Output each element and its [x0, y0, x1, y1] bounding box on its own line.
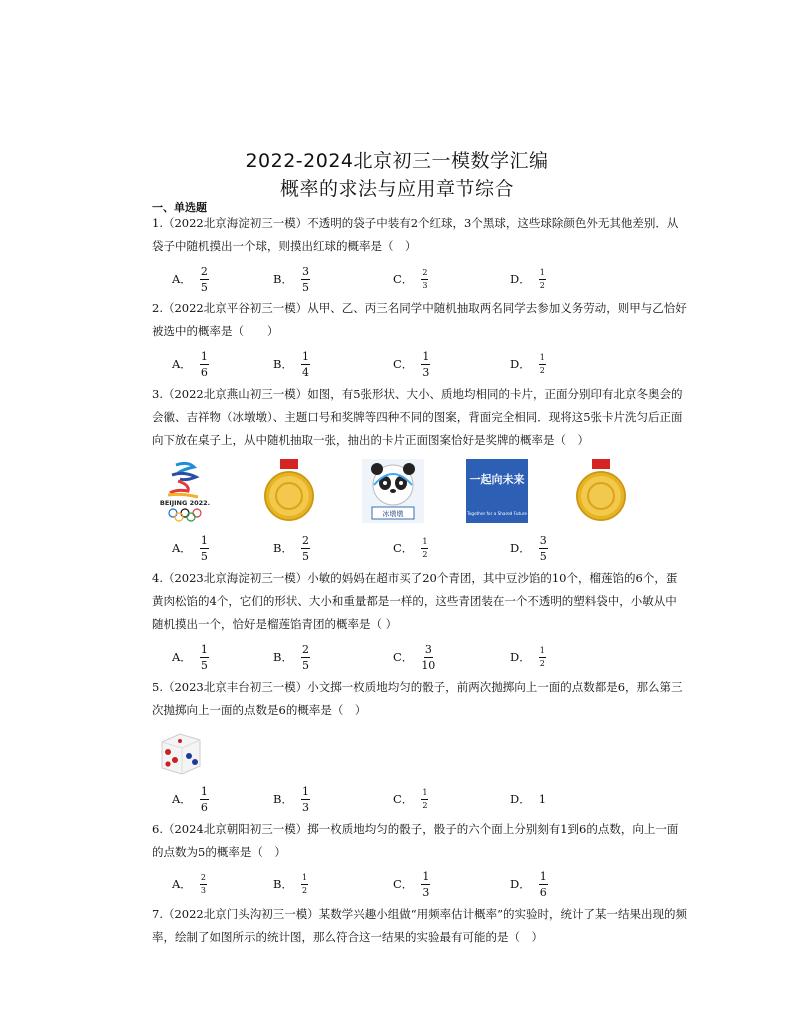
option-a[interactable]: A． $\frac{1}{6}$ — [172, 349, 208, 379]
question-line: 黄肉松馅的4个，它们的形状、大小和重量都是一样的，这些青团装在一个不透明的塑料袋中，小敏从中 — [152, 594, 677, 608]
question-line: 7.（2022北京门头沟初三一模）某数学兴趣小组做“用频率估计概率”的实验时，统计了某一结果出现的频 — [152, 907, 687, 921]
question-7 — [152, 903, 717, 949]
option-c[interactable]: C． $\frac{1}{2}$ — [393, 787, 428, 810]
option-b[interactable]: B． $\frac{1}{4}$ — [273, 349, 309, 379]
option-b[interactable]: B． $\frac{1}{2}$ — [273, 872, 308, 895]
section-heading: 一、单选题 — [152, 201, 207, 214]
option-b[interactable]: B． $\frac{3}{5}$ — [273, 264, 309, 294]
svg-text:冰墩墩: 冰墩墩 — [382, 510, 404, 518]
options-3 — [152, 531, 717, 565]
question-line: 3.（2022北京燕山初三一模）如图，有5张形状、大小、质地均相同的卡片，正面分别印有北京冬奥会的 — [152, 387, 683, 401]
option-c[interactable]: C． $\frac{1}{3}$ — [393, 869, 430, 899]
option-d[interactable]: D． $\frac{1}{2}$ — [510, 645, 545, 668]
question-line: 袋子中随机摸出一个球，则摸出红球的概率是（ ） — [152, 239, 417, 253]
option-a[interactable]: A． $\frac{1}{5}$ — [172, 533, 208, 563]
option-c[interactable]: C． $\frac{1}{2}$ — [393, 536, 428, 559]
option-c[interactable]: C． $\frac{1}{3}$ — [393, 349, 430, 379]
question-line: 4.（2023北京海淀初三一模）小敏的妈妈在超市买了20个青团，其中豆沙馅的10个，榴莲馅的6个，蛋 — [152, 571, 678, 585]
option-a[interactable]: A． $\frac{1}{5}$ — [172, 642, 208, 672]
question-line: 6.（2024北京朝阳初三一模）掷一枚质地均匀的骰子，骰子的六个面上分别刻有1到6的点数，向上一面 — [152, 822, 679, 836]
question-line: 1.（2022北京海淀初三一模）不透明的袋子中装有2个红球，3个黑球，这些球除颜色外无其他差别．从 — [152, 216, 679, 230]
option-d[interactable]: D． 1 — [510, 792, 547, 806]
dice-image — [156, 730, 204, 776]
option-b[interactable]: B． $\frac{2}{5}$ — [273, 533, 309, 563]
option-b[interactable]: B． $\frac{1}{3}$ — [273, 784, 309, 814]
gold-medal-image — [258, 459, 320, 523]
options-2 — [152, 347, 717, 381]
page-title: 2022-2024北京初三一模数学汇编 — [245, 150, 549, 172]
question-6 — [152, 818, 717, 864]
card-images — [0, 459, 794, 525]
question-2 — [152, 297, 717, 343]
question-1 — [152, 212, 717, 258]
question-line: 2.（2022北京平谷初三一模）从甲、乙、丙三名同学中随机抽取两名同学去参加义务劳动，则甲与乙恰好 — [152, 301, 687, 315]
question-line: 次抛掷向上一面的点数是6的概率是（ ） — [152, 703, 367, 717]
question-5 — [152, 676, 717, 722]
options-5 — [152, 782, 717, 816]
svg-text:BEIJING 2022.: BEIJING 2022. — [159, 499, 211, 507]
option-a[interactable]: A． $\frac{2}{5}$ — [172, 264, 208, 294]
option-d[interactable]: D． $\frac{3}{5}$ — [510, 533, 547, 563]
options-4 — [152, 640, 717, 674]
gold-medal-image — [570, 459, 632, 523]
option-c[interactable]: C． $\frac{2}{3}$ — [393, 267, 428, 290]
question-line: 向下放在桌子上，从中随机抽取一张，抽出的卡片正面图案恰好是奖牌的概率是（ ） — [152, 433, 589, 447]
options-1 — [152, 262, 717, 296]
svg-text:Together for a Shared Future: Together for a Shared Future — [467, 511, 527, 516]
option-a[interactable]: A． $\frac{2}{3}$ — [172, 872, 206, 895]
question-line: 5.（2023北京丰台初三一模）小文掷一枚质地均匀的骰子，前两次抛掷向上一面的点数都是6，那么第三 — [152, 680, 683, 694]
question-line: 的点数为5的概率是（ ） — [152, 845, 286, 859]
svg-text:一起向未来: 一起向未来 — [469, 473, 525, 486]
slogan-image — [466, 459, 528, 523]
option-b[interactable]: B． $\frac{2}{5}$ — [273, 642, 309, 672]
page-subtitle: 概率的求法与应用章节综合 — [279, 178, 514, 200]
question-4 — [152, 567, 717, 636]
option-d[interactable]: D． $\frac{1}{2}$ — [510, 352, 545, 375]
question-3 — [152, 383, 717, 452]
option-c[interactable]: C． $\frac{3}{10}$ — [393, 642, 436, 672]
option-d[interactable]: D． $\frac{1}{2}$ — [510, 267, 545, 290]
options-6 — [152, 867, 717, 901]
option-d[interactable]: D． $\frac{1}{6}$ — [510, 869, 547, 899]
question-line: 会徽、吉祥物（冰墩墩）、主题口号和奖牌等四种不同的图案，背面完全相同．现将这5张卡片洗匀后正面 — [152, 410, 683, 424]
question-line: 率，绘制了如图所示的统计图，那么符合这一结果的实验最有可能的是（ ） — [152, 930, 543, 944]
option-a[interactable]: A． $\frac{1}{6}$ — [172, 784, 208, 814]
question-line: 被选中的概率是（ ） — [152, 324, 279, 338]
bing-dwen-dwen-mascot-image — [362, 459, 424, 523]
beijing-2022-emblem-image — [154, 459, 216, 523]
question-line: 随机摸出一个，恰好是榴莲馅青团的概率是（ ） — [152, 617, 398, 631]
